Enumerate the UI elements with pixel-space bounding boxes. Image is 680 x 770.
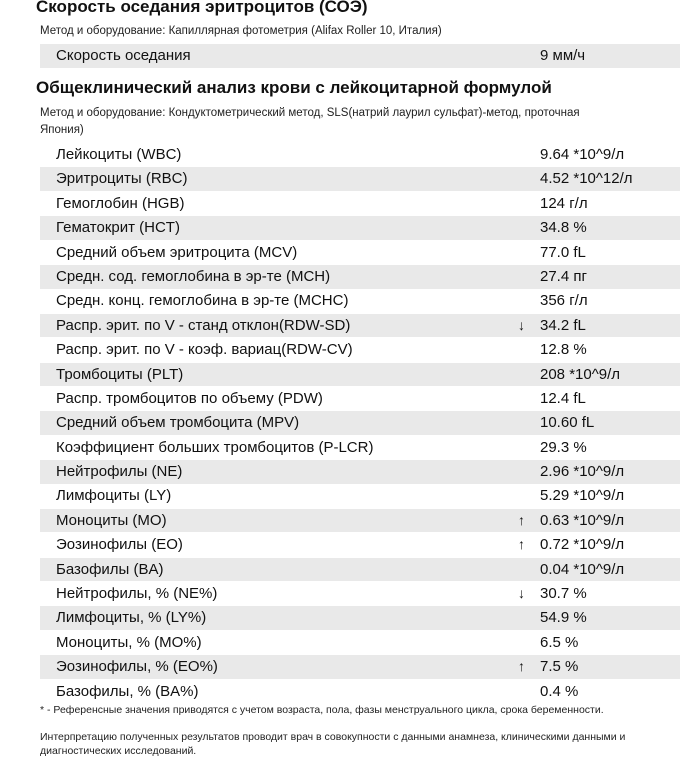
- result-row: [40, 216, 680, 240]
- result-label: Эритроциты (RBC): [56, 170, 188, 188]
- result-row: [40, 192, 680, 216]
- result-row: [40, 436, 680, 460]
- result-value: 5.29 *10^9/л: [540, 487, 625, 505]
- result-value: 6.5 %: [540, 633, 579, 651]
- result-value: 2.96 *10^9/л: [540, 463, 625, 481]
- result-row: [40, 289, 680, 313]
- result-row: [40, 558, 680, 582]
- arrow-up-icon: ↑: [518, 536, 525, 553]
- result-row: [40, 460, 680, 484]
- result-value: 34.2 fL: [540, 316, 586, 334]
- result-label: Лимфоциты (LY): [56, 487, 172, 505]
- result-label: Гематокрит (HCT): [56, 219, 180, 237]
- result-value: 0.63 *10^9/л: [540, 511, 625, 529]
- result-row: [40, 606, 680, 630]
- result-value: 12.4 fL: [540, 389, 586, 407]
- result-label: Гемоглобин (HGB): [56, 194, 185, 212]
- result-label: Эозинофилы, % (EO%): [56, 658, 218, 676]
- cbc-method-line2: Япония): [40, 124, 84, 136]
- result-label: Лимфоциты, % (LY%): [56, 609, 207, 627]
- result-label: Моноциты, % (MO%): [56, 633, 202, 651]
- result-row: [40, 363, 680, 387]
- result-value: 0.04 *10^9/л: [540, 560, 625, 578]
- result-row: [40, 314, 680, 338]
- result-value: 208 *10^9/л: [540, 365, 621, 383]
- cbc-section-title: Общеклинический анализ крови с лейкоцитарной формулой: [36, 78, 552, 97]
- result-row: [40, 680, 680, 704]
- result-value: 27.4 пг: [540, 267, 587, 285]
- arrow-down-icon: ↓: [518, 585, 525, 602]
- esr-section-title: Скорость оседания эритроцитов (СОЭ): [36, 0, 368, 16]
- arrow-down-icon: ↓: [518, 316, 525, 333]
- result-label: Коэффициент больших тромбоцитов (P-LCR): [56, 438, 374, 456]
- arrow-up-icon: ↑: [518, 658, 525, 675]
- result-value: 9.64 *10^9/л: [540, 146, 625, 163]
- result-row: [40, 655, 680, 679]
- result-label: Тромбоциты (PLT): [56, 365, 184, 383]
- result-label: Нейтрофилы (NE): [56, 463, 183, 481]
- result-label: Базофилы, % (BA%): [56, 682, 199, 700]
- result-label: Средн. конц. гемоглобина в эр-те (MCHC): [56, 292, 349, 310]
- result-value: 0.4 %: [540, 682, 579, 700]
- result-label: Средний объем эритроцита (MCV): [56, 243, 298, 261]
- interpretation-footnote: Интерпретацию полученных результатов проводит врач в совокупности с данными анамнеза, клиническими данными и диагностических исследований.: [40, 731, 626, 757]
- result-row: [40, 338, 680, 362]
- esr-rows: [40, 44, 680, 68]
- result-row: [40, 44, 680, 68]
- result-label: Базофилы (BA): [56, 560, 164, 578]
- cbc-rows: [40, 143, 680, 704]
- result-row: [40, 631, 680, 655]
- esr-method: Метод и оборудование: Капиллярная фотометрия (Alifax Roller 10, Италия): [40, 25, 442, 37]
- result-label: Распр. эрит. по V - станд отклон(RDW-SD): [56, 316, 351, 334]
- result-value: 77.0 fL: [540, 243, 586, 261]
- result-value: 124 г/л: [540, 194, 588, 212]
- result-row: [40, 484, 680, 508]
- reference-footnote: * - Референсные значения приводятся с учетом возраста, пола, фазы менструального цикла, срока беременности.: [40, 704, 604, 716]
- result-value: 29.3 %: [540, 438, 587, 456]
- result-row: [40, 241, 680, 265]
- result-row: [40, 265, 680, 289]
- arrow-up-icon: ↑: [518, 511, 525, 528]
- result-value: 34.8 %: [540, 219, 587, 237]
- result-value: 12.8 %: [540, 341, 587, 359]
- result-label: Нейтрофилы, % (NE%): [56, 585, 218, 603]
- result-value: 7.5 %: [540, 658, 579, 676]
- result-row: [40, 582, 680, 606]
- result-value: 9 мм/ч: [540, 47, 586, 64]
- result-row: [40, 167, 680, 191]
- result-label: Средн. сод. гемоглобина в эр-те (MCH): [56, 267, 331, 285]
- result-value: 0.72 *10^9/л: [540, 536, 625, 554]
- result-row: [40, 509, 680, 533]
- result-value: 54.9 %: [540, 609, 587, 627]
- result-value: 10.60 fL: [540, 414, 595, 432]
- result-value: 30.7 %: [540, 585, 587, 603]
- result-value: 356 г/л: [540, 292, 588, 310]
- result-label: Распр. эрит. по V - коэф. вариац(RDW-CV): [56, 341, 353, 359]
- result-label: Эозинофилы (EO): [56, 536, 183, 554]
- result-row: [40, 143, 680, 167]
- result-label: Моноциты (MO): [56, 511, 167, 529]
- cbc-method-line1: Метод и оборудование: Кондуктометрический метод, SLS(натрий лаурил сульфат)-метод, проточная: [40, 107, 580, 119]
- result-label: Распр. тромбоцитов по объему (PDW): [56, 389, 323, 407]
- result-row: [40, 411, 680, 435]
- result-label: Средний объем тромбоцита (MPV): [56, 414, 300, 432]
- result-row: [40, 387, 680, 411]
- result-label: Скорость оседания: [56, 47, 191, 64]
- result-row: [40, 533, 680, 557]
- result-value: 4.52 *10^12/л: [540, 170, 633, 188]
- result-label: Лейкоциты (WBC): [56, 146, 182, 163]
